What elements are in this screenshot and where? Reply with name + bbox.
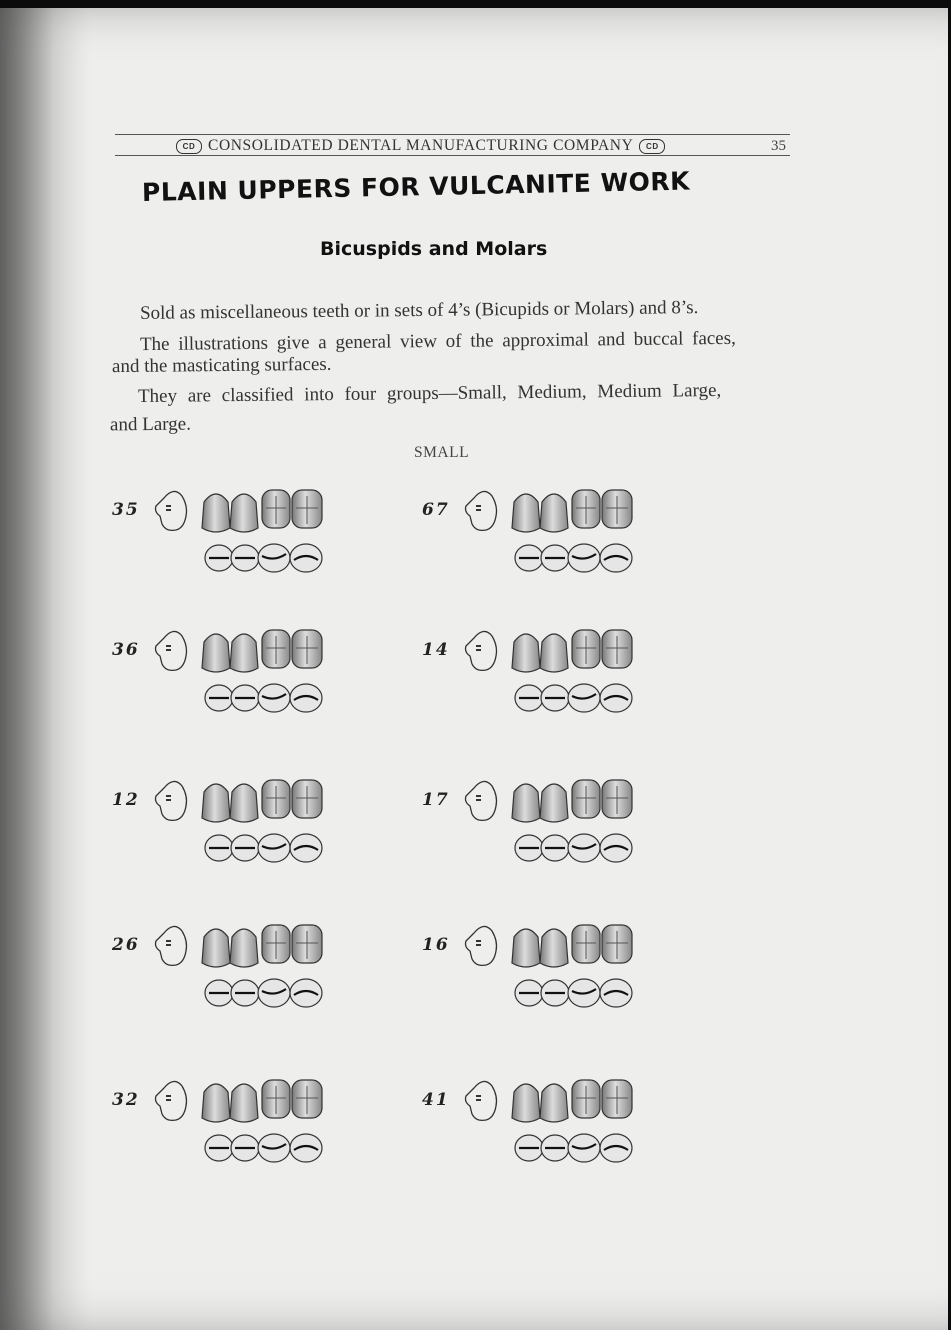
buccal-row <box>512 1080 632 1122</box>
size-group-label: SMALL <box>414 444 470 461</box>
mould-number: 16 <box>422 935 450 955</box>
masticating-row <box>515 684 632 712</box>
masticating-row <box>515 834 632 862</box>
masticating-row <box>205 979 322 1007</box>
mould-number: 26 <box>112 935 140 955</box>
mould-entry <box>422 478 682 588</box>
paragraph-line: and the masticating surfaces. <box>111 353 332 378</box>
buccal-row <box>512 490 632 532</box>
page-subtitle: Bicuspids and Molars <box>320 238 548 260</box>
buccal-row <box>202 490 322 532</box>
tooth-mould-illustration <box>422 478 682 588</box>
mould-entry <box>112 618 372 728</box>
masticating-row <box>205 1134 322 1162</box>
header-rule-top <box>115 134 790 135</box>
mould-number: 32 <box>112 1090 140 1110</box>
masticating-row <box>515 544 632 572</box>
mould-entry <box>422 913 682 1023</box>
book-page <box>0 8 948 1330</box>
buccal-row <box>202 1080 322 1122</box>
mould-number: 12 <box>112 790 140 810</box>
buccal-row <box>202 780 322 822</box>
masticating-row <box>205 834 322 862</box>
page-number: 35 <box>771 138 786 154</box>
masticating-row <box>515 1134 632 1162</box>
approximal-view <box>466 781 497 820</box>
approximal-view <box>466 491 497 530</box>
approximal-view <box>466 1081 497 1120</box>
paragraph-line: and Large. <box>109 413 191 436</box>
mould-number: 14 <box>422 640 450 660</box>
mould-number: 35 <box>112 500 140 520</box>
mould-entry <box>422 768 682 878</box>
mould-entry <box>112 768 372 878</box>
mould-number: 67 <box>422 500 450 520</box>
mould-entry <box>112 478 372 588</box>
header-text <box>170 137 671 155</box>
approximal-view <box>156 491 187 530</box>
tooth-mould-illustration <box>422 768 682 878</box>
approximal-view <box>466 926 497 965</box>
approximal-view <box>466 631 497 670</box>
paragraph-line: The illustrations give a general view of the approximal and buccal faces, <box>139 327 736 356</box>
running-header <box>115 126 790 166</box>
buccal-row <box>512 925 632 967</box>
masticating-row <box>205 544 322 572</box>
buccal-row <box>202 630 322 672</box>
mould-number: 17 <box>422 790 450 810</box>
tooth-mould-illustration <box>422 1068 682 1178</box>
mould-entry <box>112 1068 372 1178</box>
mould-entry <box>422 618 682 728</box>
masticating-row <box>515 979 632 1007</box>
mould-number: 36 <box>112 640 140 660</box>
header-rule-bottom <box>115 155 790 156</box>
tooth-mould-illustration <box>112 768 372 878</box>
page-title: PLAIN UPPERS FOR VULCANITE WORK <box>141 166 691 207</box>
buccal-row <box>512 780 632 822</box>
tooth-mould-illustration <box>112 1068 372 1178</box>
approximal-view <box>156 1081 187 1120</box>
company-name: CONSOLIDATED DENTAL MANUFACTURING COMPANY <box>208 137 634 154</box>
buccal-row <box>202 925 322 967</box>
masticating-row <box>205 684 322 712</box>
mould-entry <box>422 1068 682 1178</box>
company-logo-left: CD <box>176 139 202 154</box>
paragraph-line: Sold as miscellaneous teeth or in sets of 4’s (Bicupids or Molars) and 8’s. <box>139 297 699 324</box>
approximal-view <box>156 781 187 820</box>
mould-number: 41 <box>422 1090 450 1110</box>
tooth-mould-illustration <box>112 478 372 588</box>
buccal-row <box>512 630 632 672</box>
approximal-view <box>156 926 187 965</box>
tooth-mould-illustration <box>422 618 682 728</box>
paragraph-line: They are classified into four groups—Small, Medium, Medium Large, <box>137 379 722 408</box>
mould-entry <box>112 913 372 1023</box>
tooth-mould-illustration <box>422 913 682 1023</box>
tooth-mould-illustration <box>112 913 372 1023</box>
tooth-mould-illustration <box>112 618 372 728</box>
company-logo-right: CD <box>639 139 665 154</box>
approximal-view <box>156 631 187 670</box>
